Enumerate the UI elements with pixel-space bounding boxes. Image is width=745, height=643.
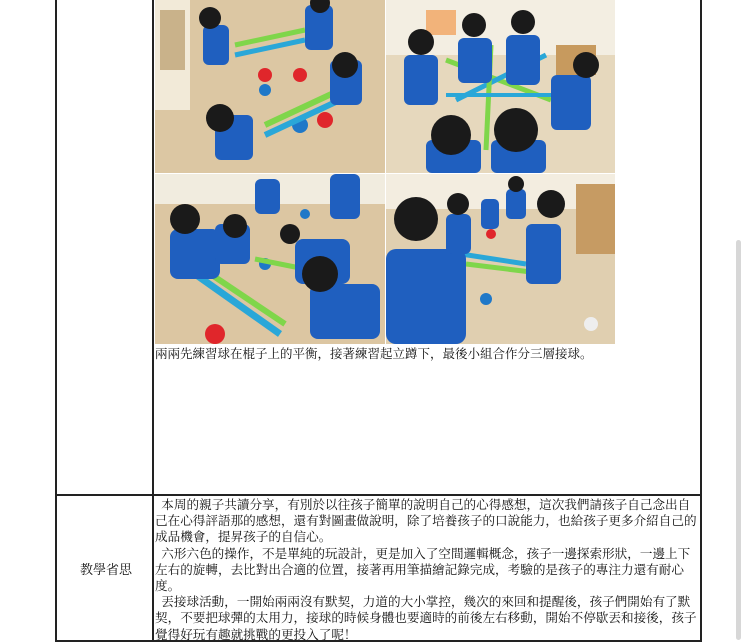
table-right-border — [700, 0, 702, 642]
vertical-scrollbar[interactable] — [736, 240, 741, 640]
reflection-text — [155, 497, 700, 643]
photo-group-sticks-crossed — [386, 0, 615, 173]
table-left-border — [55, 0, 57, 642]
photo-squatting-balance — [155, 174, 385, 344]
photo-balance-practice — [155, 0, 385, 173]
activity-caption: 兩兩先練習球在棍子上的平衡，接著練習起立蹲下，最後小組合作分三層接球。 — [155, 346, 593, 361]
reflection-label: 教學省思 — [79, 562, 132, 578]
reflection-paragraph: 本周的親子共讀分享，有別於以往孩子簡單的說明自己的心得感想，這次我們請孩子自己念出自己在心得評語那的感想，還有對圖畫做說明，除了培養孩子的口說能力，也給孩子更多介紹自己的成品機會，提昇孩子的自信心。 — [155, 497, 697, 545]
reflection-paragraph: 六形六色的操作，不是單純的玩設計，更是加入了空間邏輯概念，孩子一邊探索形狀，一邊上下左右的旋轉，去比對出合適的位置，接著再用筆描繪記錄完成，考驗的是孩子的專注力還有耐心度。 — [155, 545, 691, 594]
reflection-paragraph: 丟接球活動，一開始兩兩沒有默契，力道的大小掌控，幾次的來回和提醒後，孩子們開始有了默契，不要把球彈的太用力，接球的時候身體也要適時的前後左右移動，開始不停歇丟和接後，孩子覺得好玩有趣就挑戰的更投入了呢！ — [155, 594, 697, 642]
photo-three-layer-pass — [386, 174, 615, 344]
